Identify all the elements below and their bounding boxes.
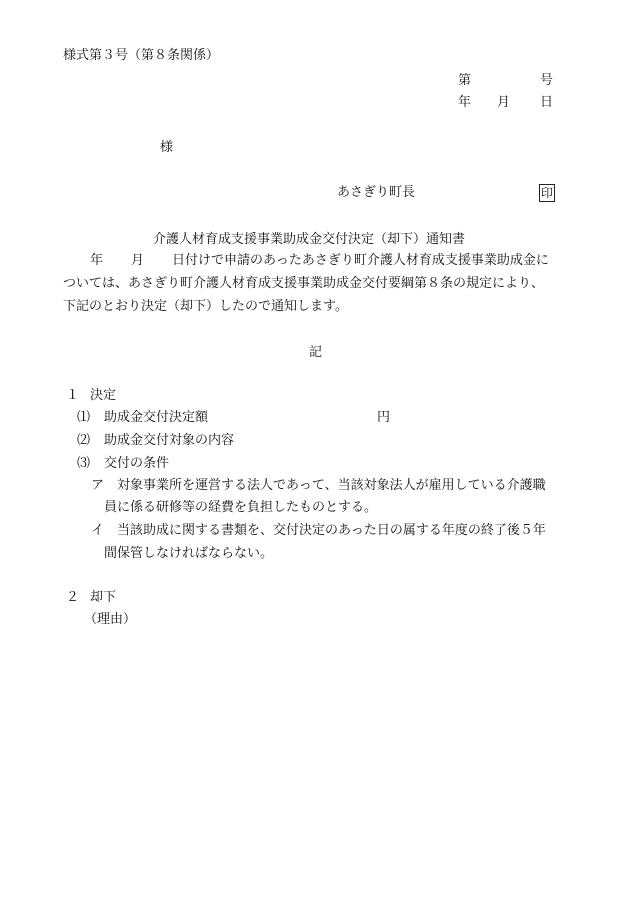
doc-date-day: 日 — [540, 95, 554, 110]
condition-a-mark: ア — [91, 478, 105, 493]
item1-number: ⑴ — [77, 410, 91, 425]
condition-i-line-2: 間保管しなければならない。 — [104, 546, 274, 561]
doc-number-suffix: 号 — [540, 73, 554, 88]
section1-number: １ — [66, 388, 80, 403]
doc-date-year: 年 — [458, 95, 472, 110]
ki-heading: 記 — [309, 345, 323, 360]
condition-a-line-2: 員に係る研修等の経費を負担したものとする。 — [104, 500, 378, 515]
doc-date-month: 月 — [497, 95, 511, 110]
issuer: あさぎり町長 — [337, 185, 416, 200]
intro-year: 年 — [90, 253, 104, 268]
item3-number: ⑶ — [77, 456, 91, 471]
item2-label: 助成金交付対象の内容 — [104, 433, 235, 448]
addressee-suffix: 様 — [160, 140, 174, 155]
item1-label: 助成金交付決定額 — [104, 410, 209, 425]
intro-line-1: 日付けで申請のあったあさぎり町介護人材育成支援事業助成金に — [172, 253, 549, 268]
item2-number: ⑵ — [77, 433, 91, 448]
item3-label: 交付の条件 — [104, 456, 170, 471]
section1-heading: 決定 — [90, 388, 117, 403]
form-id: 様式第３号（第８条関係） — [63, 48, 220, 63]
intro-month: 月 — [131, 253, 145, 268]
condition-i-line-1: 当該助成に関する書類を、交付決定のあった日の属する年度の終了後５年 — [117, 523, 546, 538]
condition-i-mark: イ — [91, 523, 105, 538]
condition-a-line-1: 対象事業所を運営する法人であって、当該対象法人が雇用している介護職 — [117, 478, 546, 493]
doc-number-prefix: 第 — [458, 73, 472, 88]
section2-number: ２ — [66, 590, 80, 605]
section2-heading: 却下 — [90, 590, 117, 605]
seal-mark: 印 — [541, 186, 554, 200]
intro-line-2: ついては、あさぎり町介護人材育成支援事業助成金交付要綱第８条の規定により、 — [63, 276, 545, 291]
section2-reason: （理由） — [84, 612, 137, 627]
item1-unit: 円 — [377, 410, 391, 425]
document-title: 介護人材育成支援事業助成金交付決定（却下）通知書 — [153, 232, 466, 247]
intro-line-3: 下記のとおり決定（却下）したので通知します。 — [63, 299, 348, 314]
